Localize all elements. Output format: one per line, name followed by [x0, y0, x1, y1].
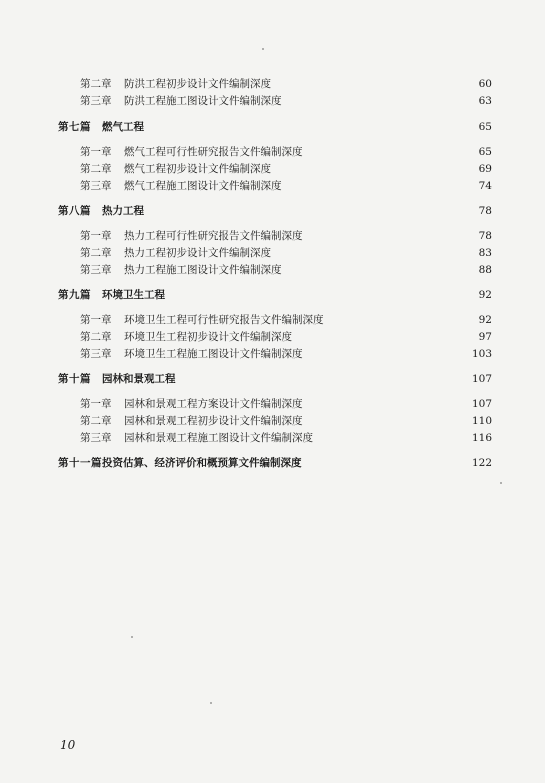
- dot-leader: [180, 371, 468, 387]
- entry-page-number: 69: [478, 163, 492, 175]
- entry-page-number: 92: [478, 289, 492, 301]
- toc-chapter-entry[interactable]: [80, 228, 492, 244]
- dot-leader: [275, 76, 474, 92]
- entry-title: 燃气工程初步设计文件编制深度: [124, 163, 271, 175]
- entry-title: 投资估算、经济评价和概预算文件编制深度: [102, 457, 302, 469]
- entry-number: 第三章: [80, 180, 112, 192]
- toc-chapter-entry[interactable]: [80, 262, 492, 278]
- entry-number: 第二章: [80, 78, 112, 90]
- toc-chapter-entry[interactable]: [80, 346, 492, 362]
- dot-leader: [307, 413, 468, 429]
- entry-number: 第一章: [80, 314, 112, 326]
- entry-page-number: 88: [478, 264, 492, 276]
- entry-number: 第二章: [80, 331, 112, 343]
- dot-leader: [286, 93, 475, 109]
- entry-number: 第二章: [80, 163, 112, 175]
- entry-page-number: 107: [471, 373, 492, 385]
- entry-title: 防洪工程施工图设计文件编制深度: [124, 95, 282, 107]
- entry-number: 第三章: [80, 264, 112, 276]
- toc-chapter-entry[interactable]: [80, 329, 492, 345]
- toc-chapter-entry[interactable]: [80, 245, 492, 261]
- entry-title: 园林和景观工程施工图设计文件编制深度: [124, 432, 313, 444]
- entry-title: 热力工程初步设计文件编制深度: [124, 247, 271, 259]
- entry-page-number: 74: [478, 180, 492, 192]
- toc-chapter-entry[interactable]: [80, 76, 492, 92]
- scan-speck: [500, 482, 502, 484]
- dot-leader: [307, 144, 475, 160]
- entry-title: 燃气工程施工图设计文件编制深度: [124, 180, 282, 192]
- entry-page-number: 60: [478, 78, 492, 90]
- dot-leader: [307, 396, 468, 412]
- toc-chapter-entry[interactable]: [80, 312, 492, 328]
- entry-number: 第十一篇: [58, 457, 102, 469]
- entry-number: 第一章: [80, 146, 112, 158]
- entry-title: 环境卫生工程: [102, 289, 165, 301]
- entry-number: 第三章: [80, 348, 112, 360]
- entry-title: 环境卫生工程可行性研究报告文件编制深度: [124, 314, 324, 326]
- entry-title: 燃气工程可行性研究报告文件编制深度: [124, 146, 303, 158]
- toc-part-entry[interactable]: [58, 287, 492, 303]
- toc-part-entry[interactable]: [58, 119, 492, 135]
- entry-title: 园林和景观工程方案设计文件编制深度: [124, 398, 303, 410]
- dot-leader: [307, 228, 475, 244]
- toc-chapter-entry[interactable]: [80, 93, 492, 109]
- entry-title: 燃气工程: [102, 121, 144, 133]
- entry-page-number: 63: [478, 95, 492, 107]
- dot-leader: [286, 262, 475, 278]
- dot-leader: [275, 161, 474, 177]
- entry-title: 园林和景观工程: [102, 373, 176, 385]
- entry-number: 第三章: [80, 432, 112, 444]
- toc-chapter-entry[interactable]: [80, 178, 492, 194]
- entry-title: 环境卫生工程施工图设计文件编制深度: [124, 348, 303, 360]
- dot-leader: [286, 178, 475, 194]
- toc-part-entry[interactable]: [58, 203, 492, 219]
- toc-part-entry[interactable]: [58, 371, 492, 387]
- scan-speck: [131, 636, 133, 638]
- entry-number: 第一章: [80, 230, 112, 242]
- dot-leader: [328, 312, 475, 328]
- entry-title: 热力工程可行性研究报告文件编制深度: [124, 230, 303, 242]
- entry-title: 环境卫生工程初步设计文件编制深度: [124, 331, 292, 343]
- toc-chapter-entry[interactable]: [80, 413, 492, 429]
- entry-number: 第十篇: [58, 373, 91, 385]
- entry-page-number: 78: [478, 230, 492, 242]
- entry-page-number: 78: [478, 205, 492, 217]
- toc-part-entry[interactable]: [58, 455, 492, 471]
- dot-leader: [148, 119, 474, 135]
- entry-title: 热力工程: [102, 205, 144, 217]
- entry-title: 热力工程施工图设计文件编制深度: [124, 264, 282, 276]
- toc-chapter-entry[interactable]: [80, 396, 492, 412]
- entry-page-number: 97: [478, 331, 492, 343]
- entry-number: 第八篇: [58, 205, 91, 217]
- dot-leader: [275, 245, 474, 261]
- scan-speck: [210, 702, 212, 704]
- entry-number: 第二章: [80, 247, 112, 259]
- entry-page-number: 65: [478, 146, 492, 158]
- entry-page-number: 103: [471, 348, 492, 360]
- entry-number: 第三章: [80, 95, 112, 107]
- entry-number: 第七篇: [58, 121, 91, 133]
- entry-page-number: 110: [471, 415, 492, 427]
- entry-number: 第九篇: [58, 289, 91, 301]
- scan-speck: [262, 48, 264, 50]
- entry-number: 第一章: [80, 398, 112, 410]
- dot-leader: [307, 346, 468, 362]
- dot-leader: [148, 203, 474, 219]
- entry-page-number: 92: [478, 314, 492, 326]
- entry-title: 防洪工程初步设计文件编制深度: [124, 78, 271, 90]
- toc-chapter-entry[interactable]: [80, 430, 492, 446]
- dot-leader: [317, 430, 468, 446]
- entry-page-number: 116: [471, 432, 492, 444]
- dot-leader: [306, 455, 468, 471]
- dot-leader: [296, 329, 474, 345]
- entry-page-number: 107: [471, 398, 492, 410]
- page-number: 10: [60, 738, 76, 752]
- entry-number: 第二章: [80, 415, 112, 427]
- toc-chapter-entry[interactable]: [80, 161, 492, 177]
- entry-page-number: 122: [471, 457, 492, 469]
- entry-page-number: 83: [478, 247, 492, 259]
- entry-title: 园林和景观工程初步设计文件编制深度: [124, 415, 303, 427]
- dot-leader: [169, 287, 474, 303]
- entry-page-number: 65: [478, 121, 492, 133]
- toc-chapter-entry[interactable]: [80, 144, 492, 160]
